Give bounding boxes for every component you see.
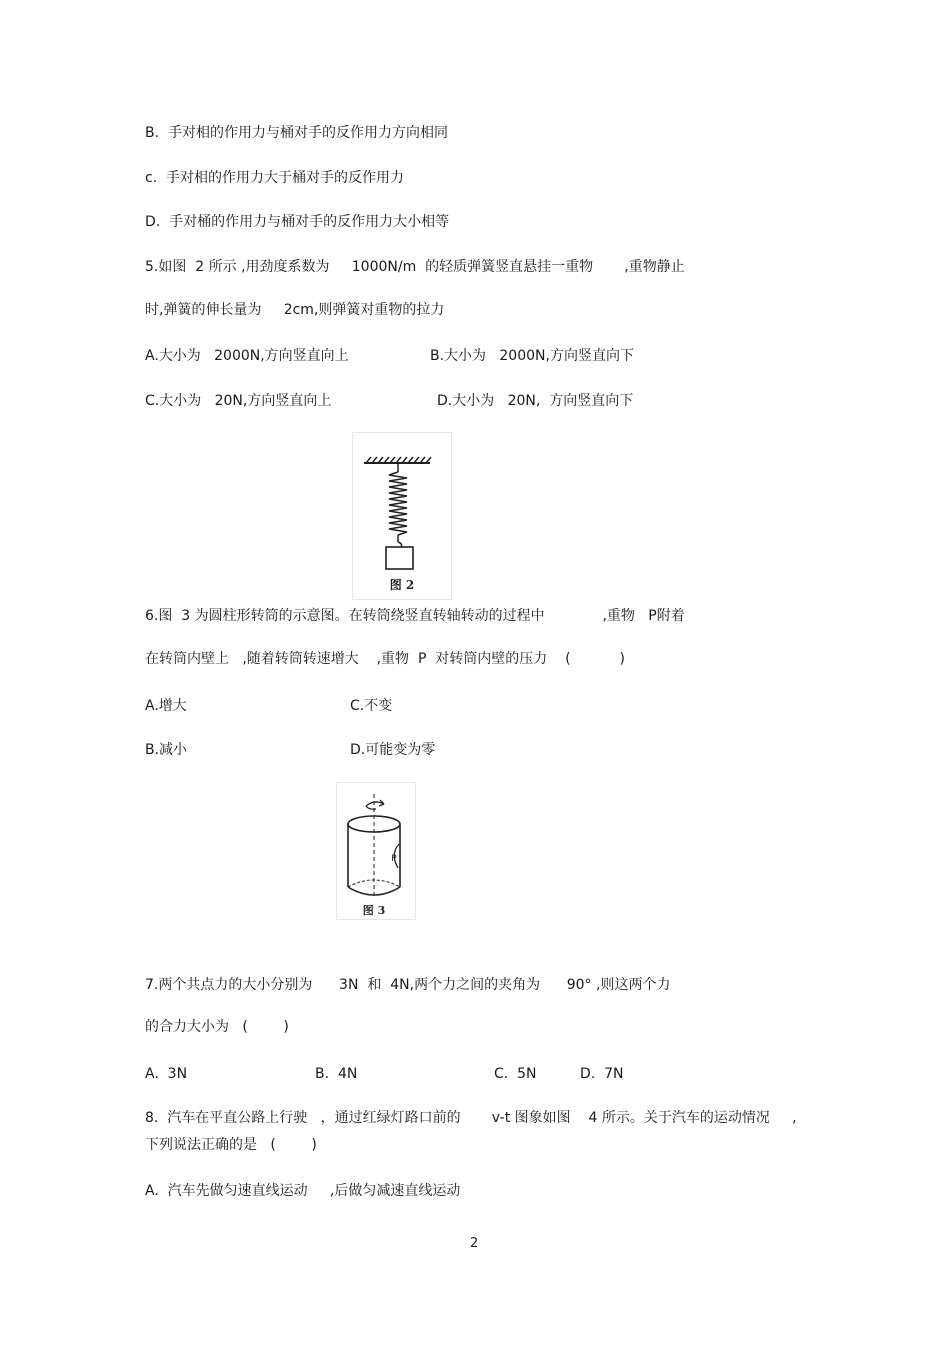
q7-option-c: C. 5N — [494, 1066, 537, 1082]
q5-stem-line2: 时,弹簧的伸长量为 2cm,则弹簧对重物的拉力 — [145, 302, 445, 318]
cylinder-diagram — [336, 782, 416, 920]
q5-option-b: B.大小为 2000N,方向竖直向下 — [430, 348, 634, 364]
q7-option-b: B. 4N — [315, 1066, 358, 1082]
q7-option-a: A. 3N — [145, 1066, 188, 1082]
q6-option-c: C.不变 — [350, 698, 393, 714]
q7-option-d: D. 7N — [580, 1066, 624, 1082]
q4-option-c: c. 手对相的作用力大于桶对手的反作用力 — [145, 170, 405, 186]
q5-option-c: C.大小为 20N,方向竖直向上 — [145, 393, 332, 409]
q4-option-b: B. 手对相的作用力与桶对手的反作用力方向相同 — [145, 125, 448, 141]
hanging-weight — [386, 547, 413, 569]
q7-stem-line2: 的合力大小为 ( ) — [145, 1019, 289, 1035]
q5-stem-line1: 5.如图 2 所示 ,用劲度系数为 1000N/m 的轻质弹簧竖直悬挂一重物 ,重物静止 — [145, 259, 685, 275]
q4-option-d: D. 手对桶的作用力与桶对手的反作用力大小相等 — [145, 214, 450, 230]
q8-stem-line1: 8. 汽车在平直公路上行驶 ，通过红绿灯路口前的 v-t 图象如图 4 所示。关于汽车的运动情况 , — [145, 1110, 797, 1126]
q6-stem-line2: 在转筒内壁上 ,随着转筒转速增大 ,重物 P 对转筒内壁的压力 ( ) — [145, 651, 625, 667]
q6-stem-line1: 6.图 3 为圆柱形转筒的示意图。在转筒绕竖直转轴转动的过程中 ,重物 P附着 — [145, 608, 685, 624]
spring-diagram — [352, 432, 452, 600]
q6-option-b: B.减小 — [145, 742, 188, 758]
point-p-label: P — [391, 854, 397, 864]
figure-3-cylinder — [336, 782, 416, 920]
q5-option-d: D.大小为 20N, 方向竖直向下 — [437, 393, 634, 409]
page-number: 2 — [470, 1236, 479, 1251]
q8-option-a: A. 汽车先做匀速直线运动 ,后做匀减速直线运动 — [145, 1183, 461, 1199]
q5-option-a: A.大小为 2000N,方向竖直向上 — [145, 348, 349, 364]
figure-3-label: 图 3 — [362, 904, 386, 917]
figure-2-spring — [352, 432, 452, 600]
figure-2-label: 图 2 — [389, 578, 415, 592]
q6-option-d: D.可能变为零 — [350, 742, 436, 758]
q6-option-a: A.增大 — [145, 698, 187, 714]
q8-stem-line2: 下列说法正确的是 ( ) — [145, 1137, 317, 1153]
q7-stem-line1: 7.两个共点力的大小分别为 3N 和 4N,两个力之间的夹角为 90° ,则这两个力 — [145, 977, 671, 993]
